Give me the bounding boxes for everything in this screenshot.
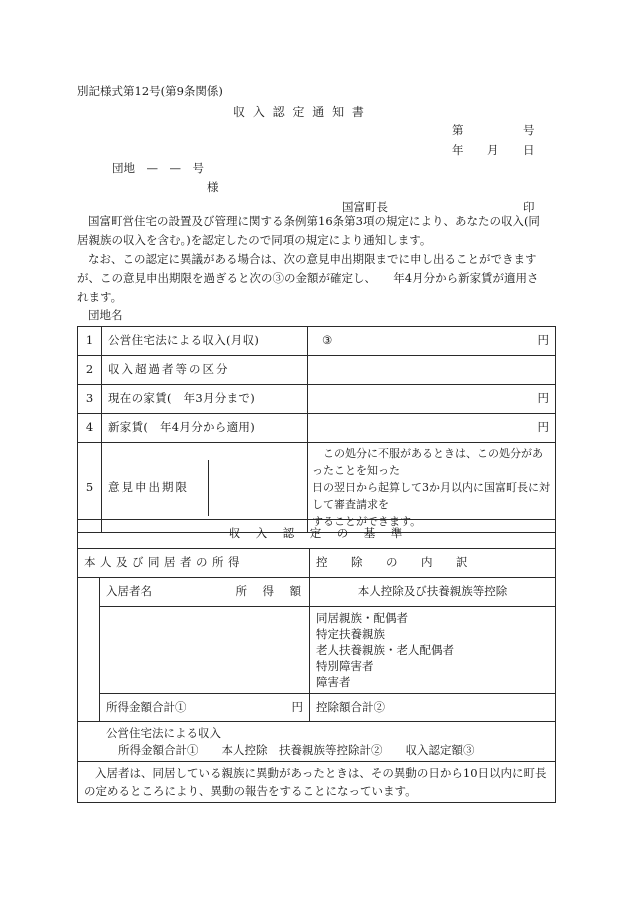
table-row xyxy=(78,356,556,385)
income-total-label: 所得金額合計① xyxy=(106,699,187,714)
deduction-items xyxy=(310,607,556,694)
issuer-name: 国富町長 xyxy=(342,200,388,214)
spacer-cell xyxy=(78,578,100,722)
row-value-cell xyxy=(308,356,556,385)
doc-number-suffix: 号 xyxy=(523,123,535,137)
list-item: 特別障害者 xyxy=(316,659,374,673)
row-label: 現在の家賃( 年3月分まで) xyxy=(102,385,308,414)
row-label: 収入超過者等の区分 xyxy=(102,356,308,385)
table-row xyxy=(78,520,556,549)
notice-paragraph-2: なお、この認定に異議がある場合は、次の意見申出期限までに申し出ることができます が、この意見申出期限を過ぎると次の③の金額が確定し、 年4月分から新家賃が適用さ れます。 xyxy=(77,252,539,304)
table-row xyxy=(78,578,556,607)
criteria-title: 収 入 認 定 の 基 準 xyxy=(78,520,556,549)
seal-mark: 印 xyxy=(523,200,535,214)
list-item: 老人扶養親族・老人配偶者 xyxy=(316,643,454,657)
table-row xyxy=(78,722,556,762)
table-row xyxy=(78,549,556,578)
table-row xyxy=(78,762,556,803)
table-row xyxy=(78,694,556,722)
row-number: 2 xyxy=(78,356,102,385)
formula-line: 所得金額合計① 本人控除 扶養親族等控除計② 収入認定額③ xyxy=(118,742,475,757)
row-number: 5 xyxy=(78,443,102,533)
deduction-breakdown-header: 控 除 の 内 訳 xyxy=(310,549,556,578)
row-number: 3 xyxy=(78,385,102,414)
footer-notice: 入居者は、同居している親族に異動があったときは、その異動の日から10日以内に町長 の定めるところにより、異動の報告をすることになっています。 xyxy=(78,762,556,803)
list-item: 特定扶養親族 xyxy=(316,627,385,641)
resident-header-cell xyxy=(100,578,310,607)
list-item: 障害者 xyxy=(316,675,351,689)
row-label: 新家賃( 年4月分から適用) xyxy=(102,414,308,443)
row-value-cell xyxy=(308,414,556,443)
row-number: 1 xyxy=(78,327,102,356)
document-title: 収 入 認 定 通 知 書 xyxy=(233,105,366,119)
resident-entry-cell xyxy=(100,607,310,694)
complex-name-label: 団地名 xyxy=(88,308,123,322)
deduction-header: 本人控除及び扶養親族等控除 xyxy=(310,578,556,607)
income-amount-label: 所 得 額 xyxy=(235,584,303,599)
income-formula xyxy=(78,722,556,762)
recipient-address: 団地 — — 号 xyxy=(112,161,204,175)
income-summary-table xyxy=(77,326,556,533)
income-mark: ③ xyxy=(322,333,333,348)
table-row xyxy=(78,607,556,694)
table-row xyxy=(78,327,556,356)
table-row xyxy=(78,414,556,443)
unit-yen: 円 xyxy=(291,699,303,714)
appeal-notice: この処分に不服があるときは、この処分があったことを知った 日の翌日から起算して3か月以内に国富町長に対して審査請求を することができます。 xyxy=(308,443,556,533)
income-total-cell xyxy=(100,694,310,722)
resident-name-label: 入居者名 xyxy=(106,584,152,599)
recipient-honorific: 様 xyxy=(207,180,219,194)
unit-yen: 円 xyxy=(537,420,549,435)
income-header: 本人及び同居者の所得 xyxy=(78,549,310,578)
date-month: 月 xyxy=(487,143,499,157)
objection-deadline-label: 意見申出期限 xyxy=(108,479,189,494)
unit-yen: 円 xyxy=(537,333,549,348)
doc-number-prefix: 第 xyxy=(452,123,464,137)
list-item: 同居親族・配偶者 xyxy=(316,611,408,625)
row-value-cell xyxy=(308,385,556,414)
deduction-total-cell: 控除額合計② xyxy=(310,694,556,722)
form-number: 別記様式第12号(第9条関係) xyxy=(77,84,223,98)
formula-title: 公営住宅法による収入 xyxy=(106,725,221,740)
row-number: 4 xyxy=(78,414,102,443)
objection-deadline-value xyxy=(208,460,307,516)
income-criteria-table xyxy=(77,519,556,803)
notice-paragraph-1: 国富町営住宅の設置及び管理に関する条例第16条第3項の規定により、あなたの収入(同 居親族の収入を含む。)を認定したので同項の規定により通知します。 xyxy=(77,214,540,247)
date-year: 年 xyxy=(452,143,464,157)
row-label: 公営住宅法による収入(月収) xyxy=(102,327,308,356)
date-day: 日 xyxy=(523,143,535,157)
table-row xyxy=(78,385,556,414)
unit-yen: 円 xyxy=(537,391,549,406)
row-value-cell xyxy=(308,327,556,356)
